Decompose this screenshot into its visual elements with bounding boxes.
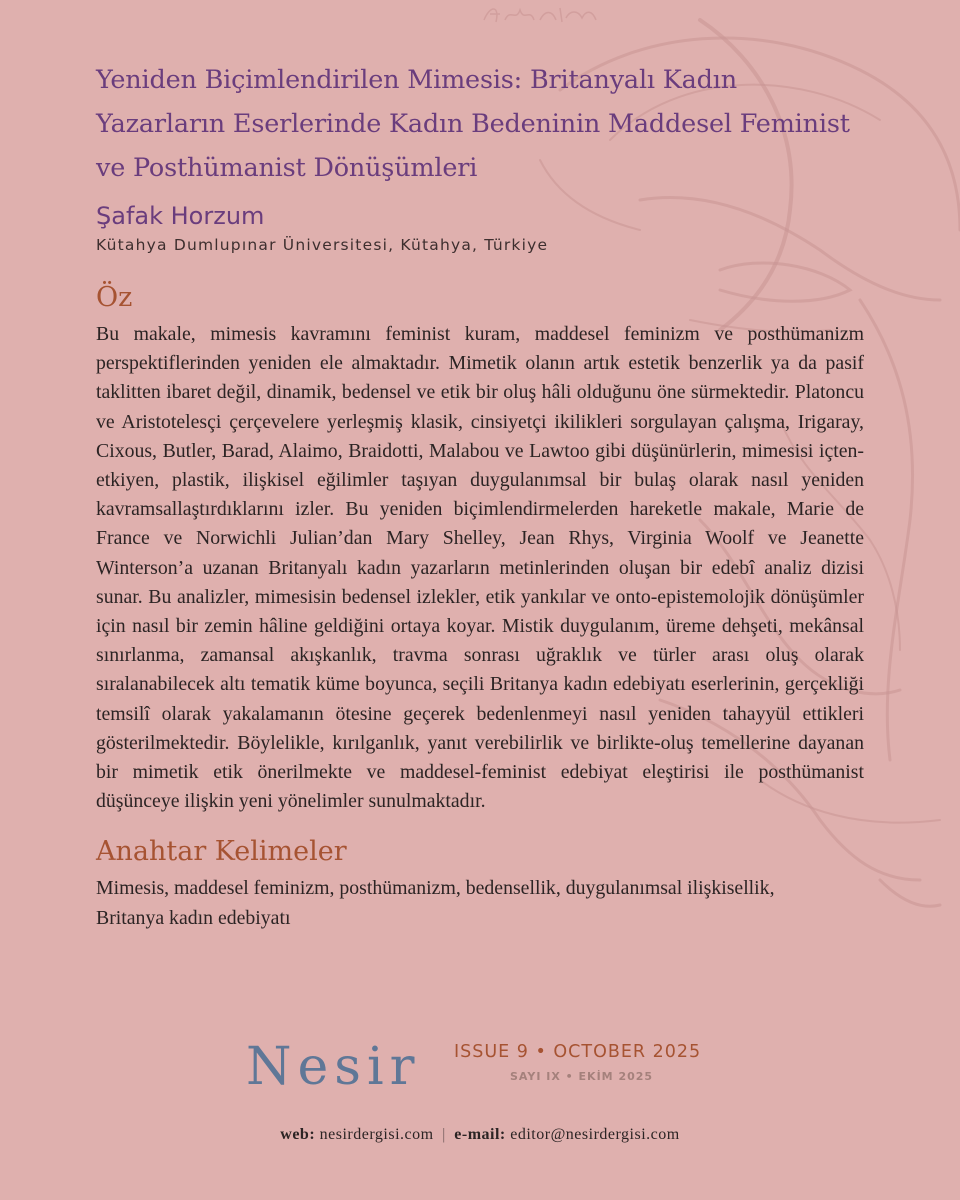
- author-affiliation: Kütahya Dumlupınar Üniversitesi, Kütahya, Türkiye: [96, 236, 549, 254]
- article-content: [96, 58, 864, 933]
- author-name: Şafak Horzum: [96, 202, 265, 230]
- issue-label-tr: SAYI IX • EKİM 2025: [510, 1070, 654, 1083]
- email-link[interactable]: editor@nesirdergisi.com: [510, 1126, 680, 1143]
- abstract-heading: Öz: [96, 282, 133, 313]
- journal-footer: [246, 1032, 766, 1102]
- web-link[interactable]: nesirdergisi.com: [319, 1126, 434, 1143]
- issue-label-en: ISSUE 9 • OCTOBER 2025: [454, 1042, 702, 1062]
- keywords-text: Mimesis, maddesel feminizm, posthümanizm, bedensellik, duygulanımsal ilişkisellik, Britanya kadın edebiyatı: [96, 877, 775, 929]
- contact-line: [0, 1126, 960, 1144]
- web-label: web:: [280, 1126, 316, 1143]
- abstract-text: Bu makale, mimesis kavramını feminist kuram, maddesel feminizm ve posthümanizm perspektiflerinden yeniden ele almaktadır. Mimetik olanın artık estetik benzerlik ya da pasif taklitten ibaret değil, dinamik, bedensel ve etik bir oluş hâli olduğunu öne sürmektedir. Platoncu ve Aristotelesçi çerçevelere yerleşmiş klasik, cinsiyetçi ikilikleri sorgulayan çalışma, Irigaray, Cixous, Butler, Barad, Alaimo, Braidotti, Malabou ve Lawtoo gibi düşünürlerin, mimesisi içten-etkiyen, plastik, ilişkisel eğilimler taşıyan duygulanımsal bir bulaş olarak nasıl yeniden kavramsallaştırdıklarını izler. Bu yeniden biçimlendirmelerden hareketle makale, Marie de France ve Norwichli Julian’dan Mary Shelley, Jean Rhys, Virginia Woolf ve Jeanette Winterson’a uzanan Britanyalı kadın yazarların metinlerinden oluşan bir edebî analiz dizisi sunar. Bu analizler, mimesisin bedensel izlekler, etik yankılar ve onto-epistemolojik dönüşümler için nasıl bir zemin hâline geldiğini ortaya koyar. Mistik duygulanım, üreme dehşeti, mekânsal sınırlanma, zamansal akışkanlık, travma sonrası uğraklık ve türler arası oluş olarak sıralanabilecek altı tematik küme boyunca, seçili Britanya kadın edebiyatı eserlerinin, gerçekliği temsilî olarak yakalamanın ötesine geçerek bedenlenmeyi nasıl yeniden tahayyül ettikleri gösterilmektedir. Böylelikle, kırılganlık, yanıt verebilirlik ve birlikte-oluş temellerine dayanan bir mimetik etik önerilmekte ve maddesel-feminist edebiyat eleştirisi ile posthümanist düşünceye ilişkin yeni yönelimler sunulmaktadır.: [96, 323, 864, 813]
- contact-separator: |: [442, 1126, 446, 1143]
- email-label: e-mail:: [454, 1126, 506, 1143]
- keywords-heading: Anahtar Kelimeler: [96, 836, 347, 868]
- journal-logo: Nesir: [246, 1037, 421, 1097]
- article-title: Yeniden Biçimlendirilen Mimesis: Britanyalı Kadın Yazarların Eserlerinde Kadın Bedeninin Maddesel Feminist ve Posthümanist Dönüşümleri: [96, 65, 850, 183]
